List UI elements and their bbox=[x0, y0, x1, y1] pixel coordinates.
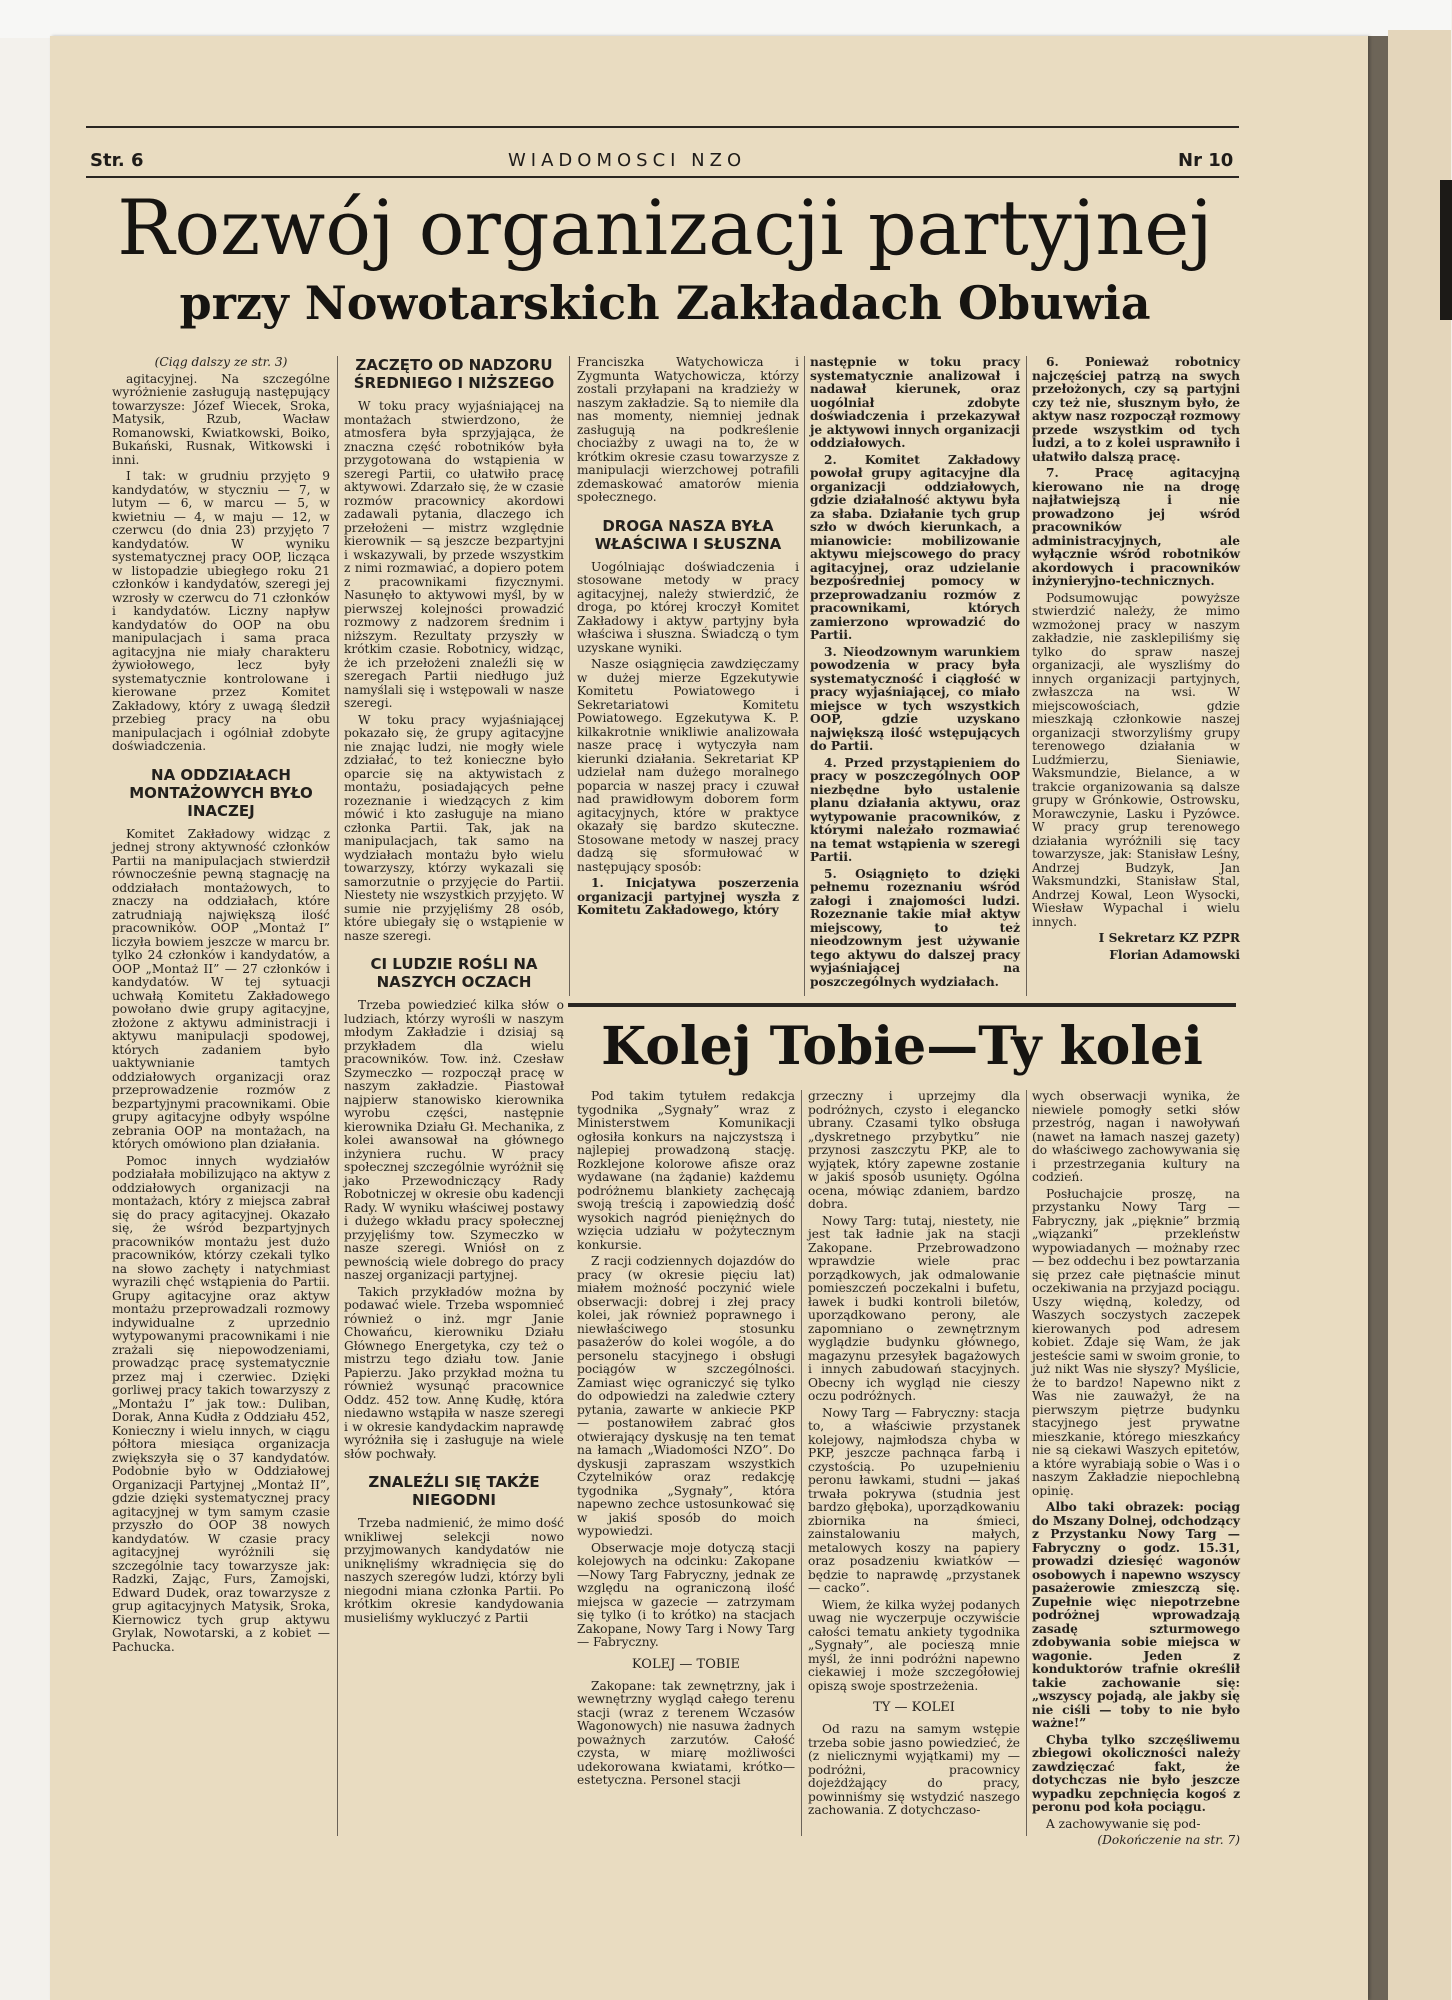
paragraph: Z racji codziennych dojazdów do pracy (w okresie pięciu lat) miałem możność poczynić wiele obserwacji: dobrej i złej pracy kolei, jak również poprawnego i niewłaściwego stosunku pasażerów do kolei wogóle, a do personelu stacyjnego i obsługi pociągów w szczególności. Zamiast więc ograniczyć się tylko do odpowiedzi na zaledwie cztery pytania, zawarte w ankiecie PKP — postanowiłem zabrać głos otwierający dyskusję na ten temat na łamach „Wiadomości NZO”. Do dyskusji zapraszam wszystkich Czytelników oraz redakcję tygodnika „Sygnały”, która napewno zechce ustosunkować się w jakiś sposób do moich wypowiedzi. bbox=[577, 1254, 795, 1538]
paragraph: Takich przykładów można by podawać wiele. Trzeba wspomnieć również o inż. mgr Janie Chowańcu, kierowniku Działu Głównego Energetyka, czy też o mistrzu tego działu tow. Janie Papierzu. Jako przykład można tu również wysunąć pracownice Oddz. 452 tow. Annę Kudłę, która niedawno wstąpiła w nasze szeregi i w okresie kandydackim naprawdę wyróżniła się i zasługuje na wiele słów pochwały. bbox=[344, 1284, 564, 1461]
paragraph: Od razu na samym wstępie trzeba sobie jasno powiedzieć, że (z nielicznymi wyjątkami) my — podróżni, pracownicy dojeżdżający do pracy, powinniśmy się wstydzić naszego zachowania. Z dotychczaso- bbox=[808, 1722, 1020, 1817]
article-2-column-1 bbox=[577, 1090, 795, 1835]
paragraph: 2. Komitet Zakładowy powołał grupy agitacyjne dla organizacji oddziałowych, gdzie działalność aktywu była za słaba. Działanie tych grup szło w dwóch kierunkach, a mianowicie: mobilizowanie aktywu miejscowego do pracy agitacyjnej, oraz udzielanie bezpośredniej pomocy w przeprowadzaniu rozmów z pracownikami, których zamierzono wprowadzić do Partii. bbox=[810, 452, 1020, 642]
paragraph: Albo taki obrazek: pociąg do Mszany Dolnej, odchodzący z Przystanku Nowy Targ — Fabryczny o godz. 15.31, prowadzi dziesięć wagonów osobowych i napewno wszyscy pasażerowie zmieszczą się. Zupełnie więc niepotrzebne podróżnej wprowadzają zasadę szturmowego zdobywania sobie miejsca w wagonie. Jeden z konduktorów trafnie określił takie zachowanie się: „wszyscy pojadą, ale jakby się nie ciśli — toby to nie było ważne!” bbox=[1032, 1500, 1240, 1730]
paragraph: Uogólniając doświadczenia i stosowane metody w pracy agitacyjnej, należy stwierdzić, że droga, po której kroczył Komitet Zakładowy i aktyw partyjny była właściwa i słuszna. Świadczą o tym uzyskane wyniki. bbox=[577, 559, 799, 655]
paragraph: 3. Nieodzownym warunkiem powodzenia w pracy była systematyczność i ciągłość w pracy wyjaśniającej, co miało miejsce w tych wszystkich OOP, gdzie uzyskano największą ilość wstępujących do Partii. bbox=[810, 644, 1020, 753]
paragraph: grzeczny i uprzejmy dla podróżnych, czysto i elegancko ubrany. Czasami tylko obsługa „dyskretnego przybytku” nie przynosi zaszczytu PKP, ale to wyjątek, który zapewne zostanie w jakiś sposób usunięty. Ogólna ocena, mówiąc zdaniem, bardzo dobra. bbox=[808, 1089, 1020, 1211]
article-column-3 bbox=[577, 356, 799, 996]
section-heading: KOLEJ — TOBIE bbox=[631, 1656, 741, 1672]
paragraph: I tak: w grudniu przyjęto 9 kandydatów, w styczniu — 7, w lutym — 6, w marcu — 5, w kwietniu — 4, w maju — 12, w czerwcu (do dnia 23) przyjęto 7 kandydatów. W wyniku systematycznej pracy OOP, licząca w listopadzie ubiegłego roku 21 członków i kandydatów, szeregi jej wzrosły w czerwcu do 71 członków i kandydatów. Liczny napływ kandydatów do OOP na obu manipulacjach i sama praca agitacyjna nie miały charakteru żywiołowego, lecz były systematycznie kontrolowane i kierowane przez Komitet Zakładowy, który z uwagą śledził przebieg pracy na obu manipulacjach i ogólniał zdobyte doświadczenia. bbox=[112, 469, 330, 753]
paragraph: A zachowywanie się pod- bbox=[1046, 1816, 1201, 1831]
article-2-column-3 bbox=[1032, 1089, 1240, 1847]
header-top-rule bbox=[86, 126, 1239, 128]
column-rule bbox=[1026, 356, 1027, 996]
paragraph: Trzeba nadmienić, że mimo dość wnikliwej selekcji nowo przyjmowanych kandydatów nie uniknęliśmy wkradnięcia się do naszych szeregów ludzi, którzy byli niegodni miana członka Partii. Po krótkim okresie kandydowania musieliśmy wykluczyć z Partii bbox=[344, 1516, 564, 1625]
paragraph: Komitet Zakładowy widząc z jednej strony aktywność członków Partii na manipulacjach stwierdził równocześnie pewną stagnację na oddziałach montażowych, to znaczy na oddziałach, które zatrudniają największą ilość pracowników. OOP „Montaż I” liczyła bowiem jeszcze w marcu br. tylko 24 członków i kandydatów, a OOP „Montaż II” — 27 członków i kandydatów. W tej sytuacji uchwałą Komitetu Zakładowego powołano dwie grupy agitacyjne, złożone z aktywu administracji i aktywu manipulacji spodowej, których zadaniem było uaktywnianie tamtych oddziałowych organizacji oraz przeprowadzenie rozmów z bezpartyjnymi pracownikami. Obie grupy agitacyjne odbyły wspólne zebrania OOP na montażach, na których omówiono plan działania. bbox=[112, 826, 330, 1151]
section-heading: CI LUDZIE ROŚLI NA NASZYCH OCZACH bbox=[370, 955, 538, 991]
paragraph: 6. Ponieważ robotnicy najczęściej patrzą na swych przełożonych, czy są partyjni czy też nie, słusznym było, że aktyw nasz rozpoczął rozmowy przede wszystkim od tych ludzi, a to z kolei usprawniło i ułatwiło dalszą pracę. bbox=[1032, 355, 1240, 464]
paragraph: Franciszka Watychowicza i Zygmunta Watychowicza, którzy zostali przyłapani na kradzieży w naszym zakładzie. Są to niemiłe dla nas momenty, niemniej jednak zasługują na podkreślenie chociażby z uwagi na to, że w krótkim okresie czasu towarzysze z manipulacji wierzchowej potrafili zdemaskować amatorów mienia społecznego. bbox=[577, 355, 799, 504]
paragraph: W toku pracy wyjaśniającej na montażach stwierdzono, że atmosfera była sprzyjająca, że znaczna część robotników była przygotowana do wstąpienia w szeregi Partii, co ułatwiło pracę aktywowi. Zdarzało się, że w czasie rozmów pracownicy akordowi zadawali pytania, dlaczego ich przełożeni — mistrz względnie kierownik — są jeszcze bezpartyjni i wskazywali, by przede wszystkim z nimi rozmawiać, a dopiero potem z pracownikami fizycznymi. Nasunęło to aktywowi myśl, by w pierwszej kolejności prowadzić rozmowy z nadzorem średnim i niższym. Rezultaty przyszły w krótkim czasie. Robotnicy, widząc, że ich przełożeni znaleźli się w szeregach Partii niedługo już namyślali się i wstępowali w nasze szeregi. bbox=[344, 399, 564, 710]
paragraph: Zakopane: tak zewnętrzny, jak i wewnętrzny wygląd całego terenu stacji (wraz z terenem Wczasów Wagonowych) nie nasuwa żadnych poważnych zarzutów. Całość czysta, w miarę możliwości udekorowana kwiatami, krótko—estetyczna. Personel stacji bbox=[577, 1678, 795, 1787]
paragraph: Podsumowując powyższe stwierdzić należy, że mimo wzmożonej pracy w naszym zakładzie, nie zasklepiliśmy się tylko do spraw naszej organizacji, ale wyszliśmy do innych organizacji partyjnych, zwłaszcza na wsi. W miejscowościach, gdzie mieszkają członkowie naszej organizacji stworzyliśmy grupy terenowego działania w Ludźmierzu, Sieniawie, Waksmundzie, Bielance, a w trakcie organizowania są dalsze grupy w Grónkowie, Ostrowsku, Morawczynie, Lasku i Pyzówce. W pracy grup terenowego działania wyróżnili się tacy towarzysze, jak: Stanisław Leśny, Andrzej Budzyk, Jan Waksmundzki, Stanisław Stal, Andrzej Kowal, Leon Wysocki, Wiesław Wypachal i wielu innych. bbox=[1032, 590, 1240, 929]
paragraph: 1. Inicjatywa poszerzenia organizacji partyjnej wyszła z Komitetu Zakładowego, który bbox=[577, 876, 799, 917]
article-column-5 bbox=[1032, 356, 1240, 996]
paragraph: Nowy Targ — Fabryczny: stacja to, a właściwie przystanek kolejowy, najmłodsza chyba w PKP, jeszcze pachnąca farbą i czystością. Po uzupełnieniu peronu ławkami, studni — jakaś trwała pokrywa (studnia jest bardzo głęboka), uporządkowaniu zbiornika na śmieci, zainstalowaniu małych, metalowych koszy na papiery oraz posadzeniu kwiatków — będzie to naprawdę „przystanek — cacko”. bbox=[808, 1405, 1020, 1595]
signature-title: I Sekretarz KZ PZPR bbox=[1098, 931, 1240, 945]
header-rule bbox=[86, 176, 1239, 178]
column-rule bbox=[1026, 1090, 1027, 1836]
paragraph: Pod takim tytułem redakcja tygodnika „Sygnały” wraz z Ministerstwem Komunikacji ogłosiła konkurs na najczystszą i najlepiej prowadzoną stację. Rozklejone kolorowe afisze oraz wydawane (na żądanie) każdemu podróżnemu blankiety zachęcają swoją treścią i zapowiedzią dość wysokich nagród pieniężnych do wzięcia udziału w pożytecznym konkursie. bbox=[577, 1089, 795, 1252]
paragraph: 4. Przed przystąpieniem do pracy w poszczególnych OOP niezbędne było ustalenie planu działania aktywu, oraz wytypowanie pracowników, z którymi należało rozmawiać na temat wstąpienia w szeregi Partii. bbox=[810, 755, 1020, 864]
column-rule bbox=[337, 356, 338, 1836]
paragraph: Wiem, że kilka wyżej podanych uwag nie wyczerpuje oczywiście całości tematu ankiety tygodnika „Sygnały”, ale pocieszą mnie myśl, że inni podróżni napewno ciekawiej i może szczegółowiej opiszą swoje spostrzeżenia. bbox=[808, 1597, 1020, 1693]
article-column-2 bbox=[344, 356, 564, 1834]
column-rule bbox=[804, 356, 805, 996]
article-separator-rule bbox=[568, 1003, 1236, 1007]
section-heading: TY — KOLEI bbox=[873, 1700, 955, 1715]
paragraph: 7. Pracę agitacyjną kierowano nie na drogę najłatwiejszą i nie prowadzono jej wśród pracowników administracyjnych, ale wyłącznie wśród robotników akordowych i pracowników inżynieryjno-technicznych. bbox=[1032, 466, 1240, 588]
page-number: Str. 6 bbox=[90, 150, 144, 171]
section-heading: ZACZĘTO OD NADZORU ŚREDNIEGO I NIŻSZEGO bbox=[353, 356, 555, 392]
paragraph: Nasze osiągnięcia zawdzięczamy w dużej mierze Egzekutywie Komitetu Powiatowego i Sekretariatowi Komitetu Powiatowego. Egzekutywa K. P. kilkakrotnie wnikliwie analizowała nasze pracę i wytyczyła nam kierunki działania. Sekretariat KP udzielał nam dużego moralnego poparcia w naszej pracy i czuwał nad prawidłowym doborem form agitacyjnych, które w praktyce okazały się bardzo skuteczne. Stosowane metody w naszej pracy dadzą się sformułować w następujący sposób: bbox=[577, 657, 799, 874]
paragraph: następnie w toku pracy systematycznie analizował i nadawał kierunek, oraz uogólniał zdobyte doświadczenia i przekazywał je aktywowi innych organizacji oddziałowych. bbox=[810, 355, 1020, 450]
section-heading: ZNALEŹLI SIĘ TAKŻE NIEGODNI bbox=[368, 1473, 540, 1509]
article-2-title: Kolej Tobie—Ty kolei bbox=[601, 1016, 1203, 1077]
paragraph: 5. Osiągnięto to dzięki pełnemu rozeznaniu wśród załogi i znajomości ludzi. Rozeznanie takie miał aktyw miejscowy, to też nieodzownym jest używanie tego aktywu do dalszej pracy wyjaśniającej na poszczególnych wydziałach. bbox=[810, 866, 1020, 989]
publication-name: WIADOMOSCI NZO bbox=[508, 150, 747, 171]
issue-number: Nr 10 bbox=[1178, 150, 1234, 171]
continuation-note: (Dokończenie na str. 7) bbox=[1097, 1833, 1240, 1847]
article-column-4 bbox=[810, 356, 1020, 996]
paragraph: Chyba tylko szczęśliwemu zbiegowi okoliczności należy zawdzięczać fakt, że dotychczas nie było jeszcze wypadku zepchnięcia kogoś z peronu pod koła pociągu. bbox=[1032, 1732, 1240, 1814]
paragraph: wych obserwacji wynika, że niewiele pomogły setki słów przestróg, nagan i nawoływań (nawet na łamach naszej gazety) do właściwego zachowywania się i przestrzegania kultury na codzień. bbox=[1032, 1089, 1240, 1184]
paragraph: W toku pracy wyjaśniającej pokazało się, że grupy agitacyjne nie znając ludzi, nie mogły wiele zdziałać, to też konieczne było oparcie się na aktywistach z montażu, posiadających pełne rozeznanie i wiedzących z kim mówić i kto zasługuje na miano członka Partii. Tak, jak na manipulacjach, tak samo na wydziałach montażu było wielu towarzyszy, którzy wykazali się samorzutnie o przyjęcie do Partii. Niestety nie wszystkich przyjęto. W sumie nie przyjęliśmy 28 osób, które ubiegały się o wstąpienie w nasze szeregi. bbox=[344, 712, 564, 943]
signature-name: Florian Adamowski bbox=[1109, 947, 1240, 962]
section-heading: NA ODDZIAŁACH MONTAŻOWYCH BYŁO INACZEJ bbox=[129, 765, 313, 820]
paragraph: Trzeba powiedzieć kilka słów o ludziach, którzy wyrośli w naszym młodym Zakładzie i dzisiaj są przykładem dla wielu pracowników. Tow. inż. Czesław Szymeczko — rozpoczął pracę w naszym zakładzie. Piastował najpierw stanowisko kierownika wyrobu części, następnie kierownika Działu Gł. Mechanika, z kolei awansował na głównego inżyniera ruchu. W pracy społecznej szczególnie wyróżnił się jako Przewodniczący Rady Robotniczej w okresie obu kadencji Rady. W wyniku właściwej postawy i dużego wkładu pracy społecznej przyjęliśmy tow. Szymeczko w nasze szeregi. Wniósł on z pewnością wiele dobrego do pracy naszej organizacji partyjnej. bbox=[344, 998, 564, 1282]
continuation-note: (Ciąg dalszy ze str. 3) bbox=[154, 355, 288, 369]
next-page-mark bbox=[1440, 180, 1452, 320]
column-rule bbox=[801, 1090, 802, 1836]
article-title: Rozwój organizacji partyjnej bbox=[117, 183, 1213, 272]
paragraph: Nowy Targ: tutaj, niestety, nie jest tak ładnie jak na stacji Zakopane. Przebrowadzono wprawdzie wiele prac porządkowych, jak odmalowanie pomieszczeń poczekalni i bufetu, ławek i budki kontroli biletów, uporządkowano perony, ale zapomniano o zewnętrznym wyglądzie budynku głównego, magazynu przesyłek bagażowych i innych zabudowań stacyjnych. Obecny ich wygląd nie cieszy oczu podróżnych. bbox=[808, 1213, 1020, 1403]
next-page-edge bbox=[1388, 30, 1451, 2000]
article-column-1 bbox=[112, 356, 330, 1834]
paragraph: Pomoc innych wydziałów podziałała mobilizująco na aktyw z oddziałowych organizacji na montażach, który z miejsca zabrał się do pracy agitacyjnej. Okazało się, że wśród bezpartyjnych pracowników montażu jest dużo pracowników, którzy czekali tylko na słowo zachęty i natychmiast wyrazili chęć wstąpienia do Partii. Grupy agitacyjne oraz aktyw montażu przeprowadzali rozmowy indywidualne z uprzednio wytypowanymi pracownikami i nie zrażali się niepowodzeniami, prowadząc pracę systematycznie przez maj i czerwiec. Dzięki gorliwej pracy takich towarzyszy z „Montażu I” jak tow.: Duliban, Dorak, Anna Kudła z Oddziału 452, Konieczny i wielu innych, w ciągu półtora miesiąca organizacja zwiększyła się o 37 kandydatów. Podobnie było w Oddziałowej Organizacji Partyjnej „Montaż II”, gdzie dzięki systematycznej pracy agitacyjnej w tym samym czasie przyszło do OOP 38 nowych kandydatów. W czasie pracy agitacyjnej wyróżnili się szczególnie tacy towarzysze jak: Radzki, Zając, Furs, Zamojski, Edward Dudek, oraz towarzysze z grup agitacyjnych Matysik, Sroka, Kiernowicz tych grup aktywu Grylak, Nowotarski, a z kobiet — Pachucka. bbox=[112, 1153, 330, 1654]
paragraph: Obserwacje moje dotyczą stacji kolejowych na odcinku: Zakopane—Nowy Targ Fabryczny, jednak ze względu na ograniczoną ilość miejsca w gazecie — zatrzymam się tylko (i to krótko) na stacjach Zakopane, Nowy Targ i Nowy Targ — Fabryczny. bbox=[577, 1540, 795, 1649]
paragraph: Posłuchajcie proszę, na przystanku Nowy Targ — Fabryczny, jak „pięknie” brzmią „wiązanki” przekleństw wypowiadanych — możnaby rzec — bez oddechu i bez powtarzania się przez całe piętnaście minut oczekiwania na przyjazd pociągu. Uszy więdną, koledzy, od Waszych soczystych zaczepek kierowanych pod adresem kobiet. Zdaje się Wam, że jak jesteście sami w swoim gronie, to już nikt Was nie słyszy? Myślicie, że to bardzo! Napewno nikt z Was nie zauważył, że na pierwszym piętrze budynku stacyjnego jest prywatne mieszkanie, którego mieszkańcy nie są ciekawi Waszych epitetów, a które wyrabiają sobie o Was i o naszym Zakładzie niepochlebną opinię. bbox=[1032, 1186, 1240, 1498]
column-rule bbox=[569, 356, 570, 996]
article-2-column-2 bbox=[808, 1090, 1020, 1835]
article-subtitle: przy Nowotarskich Zakładach Obuwia bbox=[179, 276, 1151, 330]
scan-top-margin bbox=[0, 0, 1451, 38]
paragraph: agitacyjnej. Na szczególne wyróżnienie zasługują następujący towarzysze: Józef Wiecek, Sroka, Matysik, Rzub, Wacław Romanowski, Kwiatkowski, Boiko, Bukański, Rusnak, Witkowski i inni. bbox=[112, 371, 330, 467]
section-heading: DROGA NASZA BYŁA WŁAŚCIWA I SŁUSZNA bbox=[594, 516, 782, 553]
